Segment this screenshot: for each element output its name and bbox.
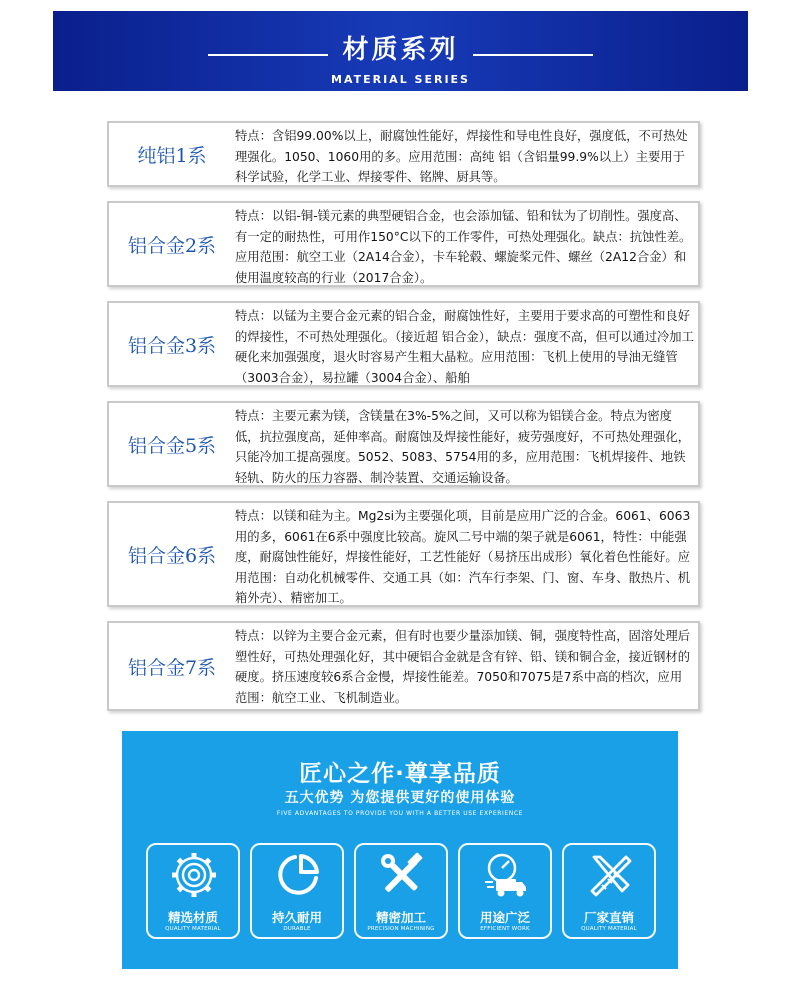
advantages-title: 匠心之作·尊享品质 — [299, 761, 501, 787]
gear-icon — [170, 851, 218, 899]
advantages-list — [146, 843, 656, 939]
advantage-label: 精选材质 — [167, 910, 218, 925]
series-description: 特点：以锰为主要合金元素的铝合金，耐腐蚀性好，主要用于要求高的可塑性和良好的焊接性，不可热处理强化。（接近超 铝合金），缺点：强度不高，但可以通过冷加工硬化来加强强度，退火时容易产生粗大晶粒。应用范围：飞机上使用的导油无缝管（3003合金），易拉罐（3004合金）、船舶 — [235, 309, 694, 385]
advantage-item-durable — [250, 843, 344, 939]
pencil-ruler-icon — [586, 851, 634, 899]
header-title-row — [53, 31, 748, 63]
series-description: 特点：含铝99.00%以上，耐腐蚀性能好，焊接性和导电性良好，强度低，不可热处理强化。1050、1060用的多。应用范围：高纯 铝（含铝量99.9%以上）主要用于科学试验，化学工业、焊接零件、铭牌、厨具等。 — [235, 129, 688, 184]
advantage-label: 持久耐用 — [271, 910, 322, 925]
series-name: 铝合金5系 — [127, 434, 217, 457]
advantage-item-quality-material — [146, 843, 240, 939]
series-box-2 — [107, 201, 700, 287]
advantage-label-en: EFFICIENT WORK — [480, 926, 530, 932]
series-box-7 — [107, 621, 700, 711]
series-name: 铝合金6系 — [127, 544, 217, 567]
header-divider-right — [473, 54, 593, 56]
series-box-6 — [107, 501, 700, 607]
series-description: 特点：主要元素为镁，含镁量在3%-5%之间，又可以称为铝镁合金。特点为密度低，抗拉强度高，延伸率高。耐腐蚀及焊接性能好，疲劳强度好，不可热处理强化，只能冷加工提高强度。5052、5083、5754用的多，应用范围：飞机焊接件、地铁轻轨、防火的压力容器、制冷装置、交通运输设备。 — [235, 409, 690, 485]
advantage-label-en: DURABLE — [283, 926, 311, 932]
advantage-label-en: PRECISION MACHINING — [367, 926, 435, 932]
header-title: 材质系列 — [342, 34, 459, 65]
series-name: 铝合金2系 — [127, 234, 217, 257]
advantage-item-direct-sales — [562, 843, 656, 939]
advantage-item-precision-machining — [354, 843, 448, 939]
pie-chart-icon — [274, 851, 322, 899]
header-subtitle: MATERIAL SERIES — [331, 73, 470, 86]
series-name: 铝合金3系 — [127, 334, 217, 357]
series-description: 特点：以铝-铜-镁元素的典型硬铝合金，也会添加锰、铅和钛为了切削性。强度高、有一定的耐热性，可用作150°C以下的工作零件，可热处理强化。缺点：抗蚀性差。应用范围：航空工业（2A14合金），卡车轮毂、螺旋桨元件、螺丝（2A12合金）和使用温度较高的行业（2017合金）。 — [235, 209, 692, 285]
advantages-subtitle-en: FIVE ADVANTAGES TO PROVIDE YOU WITH A BETTER USE EXPERIENCE — [276, 810, 524, 817]
advantage-label: 用途广泛 — [479, 910, 530, 925]
advantage-label: 精密加工 — [375, 910, 426, 925]
series-name: 铝合金7系 — [127, 656, 217, 679]
advantage-item-efficient-work — [458, 843, 552, 939]
advantages-panel — [122, 731, 678, 969]
series-name: 纯铝1系 — [137, 144, 207, 167]
advantage-label-en: QUALITY MATERIAL — [581, 926, 637, 932]
header-divider-left — [208, 54, 328, 56]
advantage-label: 厂家直销 — [583, 910, 634, 925]
series-box-5 — [107, 401, 700, 487]
advantages-subtitle: 五大优势 为您提供更好的使用体验 — [284, 790, 516, 806]
series-description: 特点：以镁和硅为主。Mg2si为主要强化项，目前是应用广泛的合金。6061、6063用的多，6061在6系中强度比较高。旋风二号中端的架子就是6061，特性：中能强度，耐腐蚀性能好，焊接性能好，工艺性能好（易挤压出成形）氧化着色性能好。应用范围：自动化机械零件、交通工具（如：汽车行李架、门、窗、车身、散热片、机箱外壳）、精密加工。 — [235, 509, 691, 605]
tools-icon — [378, 851, 426, 899]
series-description: 特点：以锌为主要合金元素，但有时也要少量添加镁、铜，强度特性高，固溶处理后塑性好，可热处理强化好，其中硬铝合金就是含有锌、铅、镁和铜合金，接近钢材的硬度。挤压速度较6系合金慢，焊接性能差。7050和7075是7系中高的档次，应用范围：航空工业、飞机制造业。 — [235, 629, 690, 705]
delivery-truck-icon — [482, 851, 530, 899]
series-box-3 — [107, 301, 700, 387]
advantage-label-en: QUALITY MATERIAL — [165, 926, 221, 932]
series-box-1 — [107, 121, 700, 187]
material-series-header — [53, 11, 748, 91]
